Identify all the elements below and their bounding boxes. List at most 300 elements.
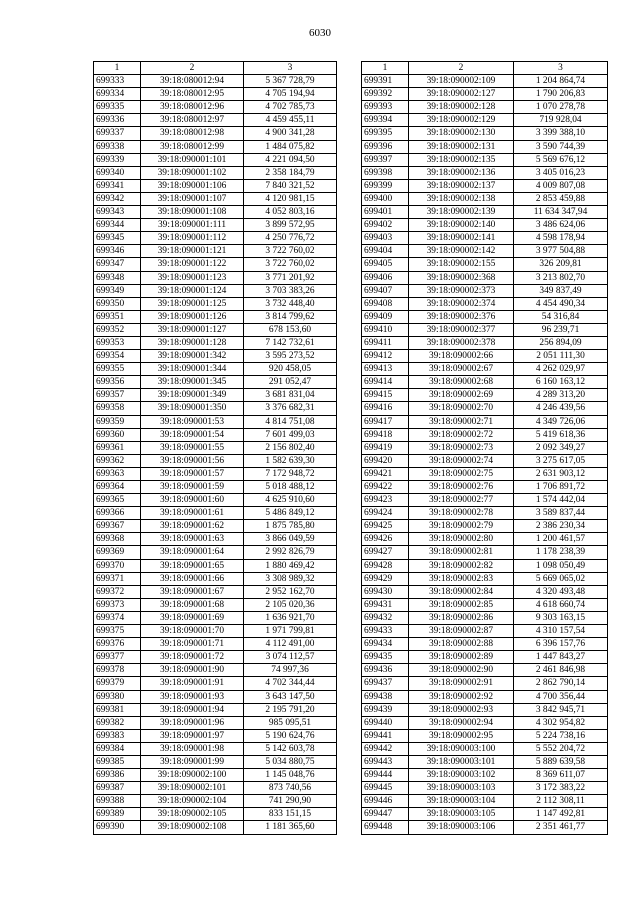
row-number-cell: 699395 [362,127,409,140]
cadastral-number-cell: 39:18:090001:91 [141,677,244,690]
cadastral-number-cell: 39:18:090001:128 [141,336,244,349]
cadastral-number-cell: 39:18:090002:67 [409,363,514,376]
cadastral-number-cell: 39:18:090003:106 [409,821,514,834]
cadastral-number-cell: 39:18:090002:78 [409,507,514,520]
row-number-cell: 699396 [362,140,409,153]
table-row [94,415,337,428]
cadastral-number-cell: 39:18:090002:88 [409,638,514,651]
cadastral-number-cell: 39:18:080012:94 [141,75,244,88]
cadastral-number-cell: 39:18:090002:90 [409,664,514,677]
cadastral-number-cell: 39:18:090001:90 [141,664,244,677]
cadastral-number-cell: 39:18:090002:131 [409,140,514,153]
row-number-cell: 699438 [362,690,409,703]
row-number-cell: 699437 [362,677,409,690]
row-number-cell: 699410 [362,323,409,336]
table-row [362,638,608,651]
right-table [361,61,608,835]
row-number-cell: 699429 [362,572,409,585]
row-number-cell: 699404 [362,245,409,258]
row-number-cell: 699344 [94,219,141,232]
cadastral-number-cell: 39:18:090001:122 [141,258,244,271]
value-cell: 5 034 880,75 [244,755,337,768]
value-cell: 5 486 849,12 [244,507,337,520]
cadastral-number-cell: 39:18:090001:53 [141,415,244,428]
row-number-cell: 699379 [94,677,141,690]
table-row [94,533,337,546]
value-cell: 1 098 050,49 [514,559,608,572]
table-row [362,192,608,205]
value-cell: 2 112 308,11 [514,795,608,808]
row-number-cell: 699380 [94,690,141,703]
cadastral-number-cell: 39:18:090001:94 [141,703,244,716]
value-cell: 5 889 639,58 [514,755,608,768]
table-row [362,454,608,467]
table-row [362,271,608,284]
row-number-cell: 699347 [94,258,141,271]
value-cell: 833 151,15 [244,808,337,821]
cadastral-number-cell: 39:18:090002:76 [409,481,514,494]
value-cell: 5 569 676,12 [514,153,608,166]
table-row [362,297,608,310]
table-row [362,245,608,258]
value-cell: 4 262 029,97 [514,363,608,376]
row-number-cell: 699397 [362,153,409,166]
table-row [94,284,337,297]
cadastral-number-cell: 39:18:090001:125 [141,297,244,310]
cadastral-number-cell: 39:18:090001:62 [141,520,244,533]
value-cell: 1 178 238,39 [514,546,608,559]
table-row [362,821,608,834]
table-row [362,441,608,454]
cadastral-number-cell: 39:18:080012:97 [141,114,244,127]
row-number-cell: 699358 [94,402,141,415]
cadastral-number-cell: 39:18:090001:69 [141,611,244,624]
cadastral-number-cell: 39:18:090002:80 [409,533,514,546]
value-cell: 4 625 910,60 [244,494,337,507]
row-number-cell: 699369 [94,546,141,559]
row-number-cell: 699436 [362,664,409,677]
value-cell: 4 459 455,11 [244,114,337,127]
cadastral-number-cell: 39:18:090002:141 [409,232,514,245]
row-number-cell: 699386 [94,769,141,782]
row-number-cell: 699387 [94,782,141,795]
cadastral-number-cell: 39:18:090001:344 [141,363,244,376]
value-cell: 4 310 157,54 [514,625,608,638]
table-row [362,310,608,323]
table-row [94,703,337,716]
row-number-cell: 699440 [362,716,409,729]
value-cell: 291 052,47 [244,376,337,389]
row-number-cell: 699368 [94,533,141,546]
row-number-cell: 699409 [362,310,409,323]
table-row [362,140,608,153]
table-row [362,703,608,716]
table-row [94,520,337,533]
value-cell: 3 977 504,88 [514,245,608,258]
value-cell: 6 396 157,76 [514,638,608,651]
row-number-cell: 699384 [94,742,141,755]
value-cell: 11 634 347,94 [514,206,608,219]
cadastral-number-cell: 39:18:080012:99 [141,140,244,153]
left-table-body [94,62,337,835]
cadastral-number-cell: 39:18:090002:138 [409,192,514,205]
value-cell: 74 997,36 [244,664,337,677]
cadastral-number-cell: 39:18:090001:64 [141,546,244,559]
cadastral-number-cell: 39:18:090002:128 [409,101,514,114]
table-row [362,219,608,232]
table-row [362,755,608,768]
table-row [362,389,608,402]
column-header: 3 [244,62,337,75]
cadastral-number-cell: 39:18:090001:99 [141,755,244,768]
cadastral-number-cell: 39:18:090001:102 [141,166,244,179]
cadastral-number-cell: 39:18:090002:71 [409,415,514,428]
table-row [362,363,608,376]
value-cell: 3 643 147,50 [244,690,337,703]
table-row [362,651,608,664]
table-row [94,336,337,349]
table-row [362,467,608,480]
value-cell: 4 900 341,28 [244,127,337,140]
value-cell: 3 590 744,39 [514,140,608,153]
row-number-cell: 699419 [362,441,409,454]
cadastral-number-cell: 39:18:090002:142 [409,245,514,258]
row-number-cell: 699422 [362,481,409,494]
row-number-cell: 699392 [362,88,409,101]
table-row [94,153,337,166]
table-row [362,232,608,245]
value-cell: 2 092 349,27 [514,441,608,454]
row-number-cell: 699353 [94,336,141,349]
row-number-cell: 699364 [94,481,141,494]
cadastral-number-cell: 39:18:090001:127 [141,323,244,336]
value-cell: 4 814 751,08 [244,415,337,428]
row-number-cell: 699443 [362,755,409,768]
table-row [94,821,337,834]
value-cell: 1 971 799,81 [244,625,337,638]
table-row [362,494,608,507]
row-number-cell: 699373 [94,598,141,611]
cadastral-number-cell: 39:18:090002:95 [409,729,514,742]
cadastral-number-cell: 39:18:090001:67 [141,585,244,598]
value-cell: 5 367 728,79 [244,75,337,88]
table-row [94,402,337,415]
table-row [94,441,337,454]
table-row [94,323,337,336]
value-cell: 2 853 459,88 [514,192,608,205]
row-number-cell: 699360 [94,428,141,441]
row-number-cell: 699434 [362,638,409,651]
table-row [94,389,337,402]
row-number-cell: 699391 [362,75,409,88]
row-number-cell: 699393 [362,101,409,114]
value-cell: 678 153,60 [244,323,337,336]
table-row [362,481,608,494]
cadastral-number-cell: 39:18:090002:92 [409,690,514,703]
cadastral-number-cell: 39:18:090002:89 [409,651,514,664]
value-cell: 1 790 206,83 [514,88,608,101]
table-row [362,350,608,363]
value-cell: 7 142 732,61 [244,336,337,349]
table-row [362,533,608,546]
row-number-cell: 699406 [362,271,409,284]
row-number-cell: 699378 [94,664,141,677]
cadastral-number-cell: 39:18:090001:111 [141,219,244,232]
value-cell: 3 722 760,02 [244,245,337,258]
table-row [362,153,608,166]
table-row [94,546,337,559]
cadastral-number-cell: 39:18:090002:373 [409,284,514,297]
cadastral-number-cell: 39:18:090001:124 [141,284,244,297]
cadastral-number-cell: 39:18:090001:126 [141,310,244,323]
cadastral-number-cell: 39:18:090001:61 [141,507,244,520]
row-number-cell: 699335 [94,101,141,114]
table-row [94,350,337,363]
table-row [362,258,608,271]
value-cell: 1 706 891,72 [514,481,608,494]
table-row [362,101,608,114]
table-row [94,572,337,585]
row-number-cell: 699412 [362,350,409,363]
row-number-cell: 699348 [94,271,141,284]
value-cell: 2 358 184,79 [244,166,337,179]
table-row [362,559,608,572]
table-row [362,625,608,638]
cadastral-number-cell: 39:18:090002:68 [409,376,514,389]
cadastral-number-cell: 39:18:090001:55 [141,441,244,454]
table-row [94,808,337,821]
table-row [94,782,337,795]
table-row [94,729,337,742]
table-row [362,428,608,441]
row-number-cell: 699338 [94,140,141,153]
cadastral-number-cell: 39:18:090002:75 [409,467,514,480]
table-row [362,206,608,219]
table-row [94,101,337,114]
table-row [362,546,608,559]
row-number-cell: 699361 [94,441,141,454]
table-row [94,795,337,808]
row-number-cell: 699357 [94,389,141,402]
cadastral-number-cell: 39:18:090001:59 [141,481,244,494]
value-cell: 5 419 618,36 [514,428,608,441]
table-row [362,769,608,782]
table-row [94,192,337,205]
table-row [94,127,337,140]
table-row [362,166,608,179]
cadastral-number-cell: 39:18:090001:65 [141,559,244,572]
table-row [94,559,337,572]
row-number-cell: 699389 [94,808,141,821]
row-number-cell: 699371 [94,572,141,585]
cadastral-number-cell: 39:18:090002:87 [409,625,514,638]
cadastral-number-cell: 39:18:090002:136 [409,166,514,179]
table-row [94,494,337,507]
value-cell: 4 702 785,73 [244,101,337,114]
row-number-cell: 699354 [94,350,141,363]
row-number-cell: 699341 [94,179,141,192]
row-number-cell: 699362 [94,454,141,467]
cadastral-number-cell: 39:18:090002:104 [141,795,244,808]
cadastral-number-cell: 39:18:090002:127 [409,88,514,101]
row-number-cell: 699424 [362,507,409,520]
cadastral-number-cell: 39:18:090001:107 [141,192,244,205]
row-number-cell: 699428 [362,559,409,572]
row-number-cell: 699342 [94,192,141,205]
value-cell: 7 840 321,52 [244,179,337,192]
cadastral-number-cell: 39:18:090002:77 [409,494,514,507]
table-row [362,795,608,808]
value-cell: 4 246 439,56 [514,402,608,415]
row-number-cell: 699390 [94,821,141,834]
table-row [362,742,608,755]
row-number-cell: 699439 [362,703,409,716]
cadastral-number-cell: 39:18:090002:85 [409,598,514,611]
table-row [94,245,337,258]
cadastral-number-cell: 39:18:090002:108 [141,821,244,834]
table-row [362,782,608,795]
cadastral-number-cell: 39:18:090001:96 [141,716,244,729]
row-number-cell: 699355 [94,363,141,376]
row-number-cell: 699405 [362,258,409,271]
cadastral-number-cell: 39:18:090002:91 [409,677,514,690]
row-number-cell: 699376 [94,638,141,651]
cadastral-number-cell: 39:18:080012:96 [141,101,244,114]
row-number-cell: 699432 [362,611,409,624]
value-cell: 256 894,09 [514,336,608,349]
value-cell: 5 224 738,16 [514,729,608,742]
table-row [94,651,337,664]
row-number-cell: 699375 [94,625,141,638]
cadastral-number-cell: 39:18:090002:83 [409,572,514,585]
value-cell: 4 250 776,72 [244,232,337,245]
table-row [362,572,608,585]
cadastral-number-cell: 39:18:090001:349 [141,389,244,402]
table-row [362,598,608,611]
value-cell: 4 302 954,82 [514,716,608,729]
row-number-cell: 699336 [94,114,141,127]
right-table-body [362,62,608,835]
value-cell: 4 112 491,00 [244,638,337,651]
value-cell: 2 051 111,30 [514,350,608,363]
table-row [362,402,608,415]
value-cell: 741 290,90 [244,795,337,808]
row-number-cell: 699425 [362,520,409,533]
value-cell: 4 705 194,94 [244,88,337,101]
cadastral-number-cell: 39:18:090001:54 [141,428,244,441]
row-number-cell: 699407 [362,284,409,297]
table-row [94,297,337,310]
table-row [362,127,608,140]
row-number-cell: 699351 [94,310,141,323]
table-row [362,336,608,349]
table-row [94,611,337,624]
cadastral-number-cell: 39:18:090002:93 [409,703,514,716]
value-cell: 3 899 572,95 [244,219,337,232]
cadastral-number-cell: 39:18:090002:94 [409,716,514,729]
value-cell: 2 386 230,34 [514,520,608,533]
value-cell: 1 145 048,76 [244,769,337,782]
cadastral-number-cell: 39:18:090003:101 [409,755,514,768]
value-cell: 96 239,71 [514,323,608,336]
row-number-cell: 699400 [362,192,409,205]
value-cell: 1 875 785,80 [244,520,337,533]
cadastral-number-cell: 39:18:090001:72 [141,651,244,664]
table-row [94,75,337,88]
value-cell: 4 454 490,34 [514,297,608,310]
value-cell: 985 095,51 [244,716,337,729]
table-row [362,690,608,703]
table-row [94,716,337,729]
value-cell: 3 376 682,31 [244,402,337,415]
value-cell: 1 880 469,42 [244,559,337,572]
cadastral-number-cell: 39:18:090002:86 [409,611,514,624]
row-number-cell: 699426 [362,533,409,546]
value-cell: 1 582 639,30 [244,454,337,467]
value-cell: 326 209,81 [514,258,608,271]
value-cell: 4 289 313,20 [514,389,608,402]
table-row [362,75,608,88]
value-cell: 2 952 162,70 [244,585,337,598]
table-row [94,664,337,677]
row-number-cell: 699427 [362,546,409,559]
cadastral-number-cell: 39:18:090003:102 [409,769,514,782]
cadastral-number-cell: 39:18:090002:82 [409,559,514,572]
cadastral-number-cell: 39:18:090002:155 [409,258,514,271]
table-header-row [362,62,608,75]
row-number-cell: 699421 [362,467,409,480]
row-number-cell: 699374 [94,611,141,624]
table-header-row [94,62,337,75]
table-row [362,664,608,677]
table-row [94,219,337,232]
table-row [94,310,337,323]
row-number-cell: 699415 [362,389,409,402]
value-cell: 1 200 461,57 [514,533,608,546]
row-number-cell: 699383 [94,729,141,742]
cadastral-number-cell: 39:18:090002:140 [409,219,514,232]
row-number-cell: 699411 [362,336,409,349]
table-row [362,179,608,192]
value-cell: 9 303 163,15 [514,611,608,624]
left-table [93,61,337,835]
table-row [94,166,337,179]
row-number-cell: 699418 [362,428,409,441]
value-cell: 4 702 344,44 [244,677,337,690]
cadastral-number-cell: 39:18:090001:66 [141,572,244,585]
cadastral-number-cell: 39:18:080012:98 [141,127,244,140]
cadastral-number-cell: 39:18:090002:129 [409,114,514,127]
cadastral-number-cell: 39:18:090002:69 [409,389,514,402]
value-cell: 1 574 442,04 [514,494,608,507]
value-cell: 4 598 178,94 [514,232,608,245]
table-row [94,507,337,520]
row-number-cell: 699399 [362,179,409,192]
cadastral-number-cell: 39:18:090001:108 [141,206,244,219]
row-number-cell: 699417 [362,415,409,428]
column-header: 1 [362,62,409,75]
table-row [94,454,337,467]
table-row [362,808,608,821]
table-row [362,507,608,520]
value-cell: 2 631 903,12 [514,467,608,480]
row-number-cell: 699403 [362,232,409,245]
table-row [362,729,608,742]
value-cell: 7 601 499,03 [244,428,337,441]
row-number-cell: 699447 [362,808,409,821]
value-cell: 4 009 807,08 [514,179,608,192]
table-row [94,677,337,690]
